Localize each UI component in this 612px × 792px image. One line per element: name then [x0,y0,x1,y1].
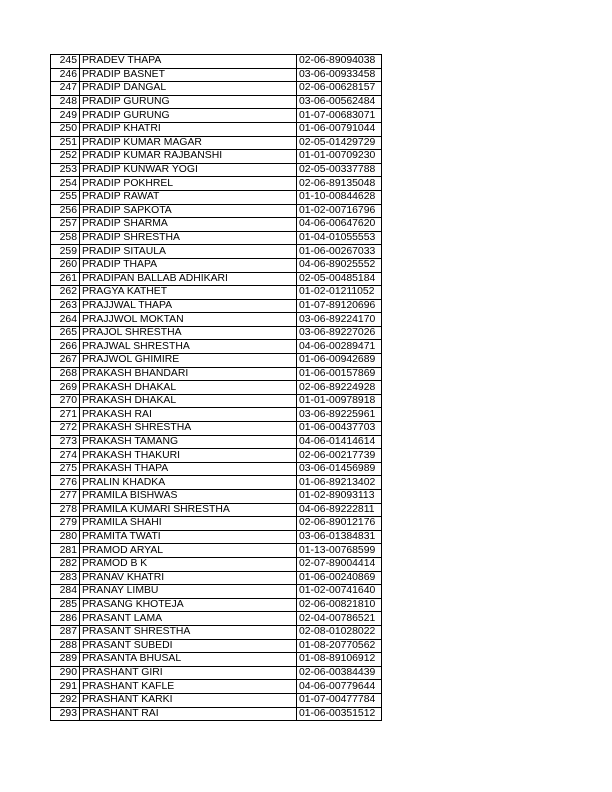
name-cell: PRANAV KHATRI [80,571,297,585]
name-cell: PRAJOL SHRESTHA [80,326,297,340]
serial-number-cell: 278 [51,503,80,517]
table-row [51,299,382,313]
name-cell: PRAKASH TAMANG [80,435,297,449]
name-cell: PRAKASH RAI [80,408,297,422]
id-code-cell: 01-02-00716796 [297,204,382,218]
serial-number-cell: 257 [51,218,80,232]
id-code-cell: 01-06-00942689 [297,354,382,368]
id-code-cell: 02-05-01429729 [297,136,382,150]
table-row [51,435,382,449]
table-row [51,367,382,381]
table-row [51,109,382,123]
table-row [51,122,382,136]
serial-number-cell: 289 [51,653,80,667]
id-code-cell: 02-06-89094038 [297,55,382,69]
name-cell: PRADIP KUMAR RAJBANSHI [80,150,297,164]
id-code-cell: 03-06-00933458 [297,68,382,82]
name-cell: PRAJWAL SHRESTHA [80,340,297,354]
name-cell: PRAKASH THAPA [80,462,297,476]
name-cell: PRAMILA SHAHI [80,517,297,531]
serial-number-cell: 276 [51,476,80,490]
table-row [51,476,382,490]
id-code-cell: 01-08-89106912 [297,653,382,667]
id-code-cell: 02-04-00786521 [297,612,382,626]
id-code-cell: 01-06-00791044 [297,122,382,136]
serial-number-cell: 288 [51,639,80,653]
table-row [51,517,382,531]
table-row [51,530,382,544]
serial-number-cell: 250 [51,122,80,136]
id-code-cell: 01-06-89213402 [297,476,382,490]
id-code-cell: 01-02-00741640 [297,585,382,599]
id-code-cell: 03-06-89225961 [297,408,382,422]
serial-number-cell: 260 [51,258,80,272]
id-code-cell: 02-06-89224928 [297,381,382,395]
id-code-cell: 02-06-89135048 [297,177,382,191]
serial-number-cell: 265 [51,326,80,340]
id-code-cell: 04-06-00779644 [297,680,382,694]
id-code-cell: 01-13-00768599 [297,544,382,558]
table-row [51,449,382,463]
name-cell: PRASANT SUBEDI [80,639,297,653]
table-row [51,666,382,680]
name-cell: PRADIP SAPKOTA [80,204,297,218]
id-code-cell: 02-06-00217739 [297,449,382,463]
table-row [51,313,382,327]
serial-number-cell: 264 [51,313,80,327]
name-cell: PRADIP KUMAR MAGAR [80,136,297,150]
id-code-cell: 03-06-89224170 [297,313,382,327]
id-code-cell: 01-06-00157869 [297,367,382,381]
name-cell: PRADIP SHARMA [80,218,297,232]
roster-table [50,54,382,721]
serial-number-cell: 272 [51,422,80,436]
id-code-cell: 01-02-89093113 [297,490,382,504]
id-code-cell: 01-06-00437703 [297,422,382,436]
serial-number-cell: 268 [51,367,80,381]
table-row [51,326,382,340]
name-cell: PRADIP RAWAT [80,190,297,204]
id-code-cell: 04-06-01414614 [297,435,382,449]
table-row [51,272,382,286]
table-row [51,95,382,109]
name-cell: PRADIP GURUNG [80,95,297,109]
table-row [51,150,382,164]
table-row [51,693,382,707]
name-cell: PRADIP DANGAL [80,82,297,96]
serial-number-cell: 252 [51,150,80,164]
serial-number-cell: 263 [51,299,80,313]
id-code-cell: 03-06-01456989 [297,462,382,476]
table-row [51,557,382,571]
serial-number-cell: 255 [51,190,80,204]
name-cell: PRAMILA BISHWAS [80,490,297,504]
table-row [51,680,382,694]
serial-number-cell: 269 [51,381,80,395]
serial-number-cell: 261 [51,272,80,286]
name-cell: PRADIP THAPA [80,258,297,272]
id-code-cell: 02-05-00337788 [297,163,382,177]
serial-number-cell: 253 [51,163,80,177]
id-code-cell: 01-06-00240869 [297,571,382,585]
table-row [51,707,382,721]
name-cell: PRAGYA KATHET [80,286,297,300]
table-row [51,190,382,204]
id-code-cell: 04-06-00289471 [297,340,382,354]
serial-number-cell: 247 [51,82,80,96]
table-row [51,354,382,368]
name-cell: PRASHANT GIRI [80,666,297,680]
serial-number-cell: 275 [51,462,80,476]
table-row [51,639,382,653]
id-code-cell: 02-06-89012176 [297,517,382,531]
id-code-cell: 02-08-01028022 [297,625,382,639]
serial-number-cell: 258 [51,231,80,245]
serial-number-cell: 270 [51,394,80,408]
serial-number-cell: 292 [51,693,80,707]
serial-number-cell: 279 [51,517,80,531]
name-cell: PRAKASH DHAKAL [80,394,297,408]
table-row [51,68,382,82]
table-row [51,381,382,395]
serial-number-cell: 277 [51,490,80,504]
table-row [51,55,382,69]
serial-number-cell: 262 [51,286,80,300]
name-cell: PRADIP BASNET [80,68,297,82]
serial-number-cell: 271 [51,408,80,422]
id-code-cell: 02-07-89004414 [297,557,382,571]
serial-number-cell: 287 [51,625,80,639]
name-cell: PRAJJWAL THAPA [80,299,297,313]
table-row [51,394,382,408]
name-cell: PRAMILA KUMARI SHRESTHA [80,503,297,517]
name-cell: PRAJWOL GHIMIRE [80,354,297,368]
table-row [51,462,382,476]
name-cell: PRASANTA BHUSAL [80,653,297,667]
id-code-cell: 03-06-01384831 [297,530,382,544]
name-cell: PRADIP POKHREL [80,177,297,191]
serial-number-cell: 284 [51,585,80,599]
table-row [51,612,382,626]
name-cell: PRADEV THAPA [80,55,297,69]
serial-number-cell: 248 [51,95,80,109]
table-row [51,571,382,585]
name-cell: PRADIP KUNWAR YOGI [80,163,297,177]
id-code-cell: 01-10-00844628 [297,190,382,204]
name-cell: PRAMOD ARYAL [80,544,297,558]
table-row [51,422,382,436]
id-code-cell: 02-05-00485184 [297,272,382,286]
table-row [51,544,382,558]
name-cell: PRASANT SHRESTHA [80,625,297,639]
table-row [51,408,382,422]
table-row [51,598,382,612]
table-row [51,585,382,599]
name-cell: PRASANT LAMA [80,612,297,626]
id-code-cell: 01-01-00709230 [297,150,382,164]
id-code-cell: 01-01-00978918 [297,394,382,408]
id-code-cell: 01-06-00267033 [297,245,382,259]
name-cell: PRAKASH DHAKAL [80,381,297,395]
name-cell: PRADIP GURUNG [80,109,297,123]
serial-number-cell: 290 [51,666,80,680]
serial-number-cell: 259 [51,245,80,259]
roster-table-body [51,55,382,721]
table-row [51,258,382,272]
id-code-cell: 01-07-00477784 [297,693,382,707]
name-cell: PRASHANT KAFLE [80,680,297,694]
table-row [51,340,382,354]
name-cell: PRAMITA TWATI [80,530,297,544]
id-code-cell: 04-06-89222811 [297,503,382,517]
name-cell: PRAJJWOL MOKTAN [80,313,297,327]
serial-number-cell: 281 [51,544,80,558]
name-cell: PRAKASH BHANDARI [80,367,297,381]
name-cell: PRASANG KHOTEJA [80,598,297,612]
serial-number-cell: 267 [51,354,80,368]
serial-number-cell: 256 [51,204,80,218]
id-code-cell: 03-06-00562484 [297,95,382,109]
serial-number-cell: 274 [51,449,80,463]
id-code-cell: 02-06-00628157 [297,82,382,96]
name-cell: PRASHANT KARKI [80,693,297,707]
id-code-cell: 01-04-01055553 [297,231,382,245]
table-row [51,163,382,177]
name-cell: PRADIP SHRESTHA [80,231,297,245]
name-cell: PRASHANT RAI [80,707,297,721]
id-code-cell: 04-06-89025552 [297,258,382,272]
name-cell: PRANAY LIMBU [80,585,297,599]
serial-number-cell: 293 [51,707,80,721]
table-row [51,177,382,191]
name-cell: PRAKASH THAKURI [80,449,297,463]
table-row [51,82,382,96]
table-row [51,503,382,517]
serial-number-cell: 286 [51,612,80,626]
serial-number-cell: 251 [51,136,80,150]
id-code-cell: 03-06-89227026 [297,326,382,340]
table-row [51,204,382,218]
name-cell: PRADIP SITAULA [80,245,297,259]
serial-number-cell: 291 [51,680,80,694]
serial-number-cell: 282 [51,557,80,571]
serial-number-cell: 285 [51,598,80,612]
table-row [51,653,382,667]
name-cell: PRAMOD B K [80,557,297,571]
id-code-cell: 01-06-00351512 [297,707,382,721]
serial-number-cell: 280 [51,530,80,544]
table-row [51,625,382,639]
id-code-cell: 01-08-20770562 [297,639,382,653]
id-code-cell: 01-02-01211052 [297,286,382,300]
serial-number-cell: 246 [51,68,80,82]
id-code-cell: 01-07-89120696 [297,299,382,313]
id-code-cell: 04-06-00647620 [297,218,382,232]
table-row [51,286,382,300]
serial-number-cell: 283 [51,571,80,585]
serial-number-cell: 245 [51,55,80,69]
table-row [51,231,382,245]
table-row [51,245,382,259]
serial-number-cell: 254 [51,177,80,191]
name-cell: PRADIP KHATRI [80,122,297,136]
table-row [51,218,382,232]
serial-number-cell: 249 [51,109,80,123]
id-code-cell: 01-07-00683071 [297,109,382,123]
serial-number-cell: 273 [51,435,80,449]
name-cell: PRALIN KHADKA [80,476,297,490]
serial-number-cell: 266 [51,340,80,354]
id-code-cell: 02-06-00821810 [297,598,382,612]
id-code-cell: 02-06-00384439 [297,666,382,680]
table-row [51,136,382,150]
table-row [51,490,382,504]
name-cell: PRADIPAN BALLAB ADHIKARI [80,272,297,286]
name-cell: PRAKASH SHRESTHA [80,422,297,436]
